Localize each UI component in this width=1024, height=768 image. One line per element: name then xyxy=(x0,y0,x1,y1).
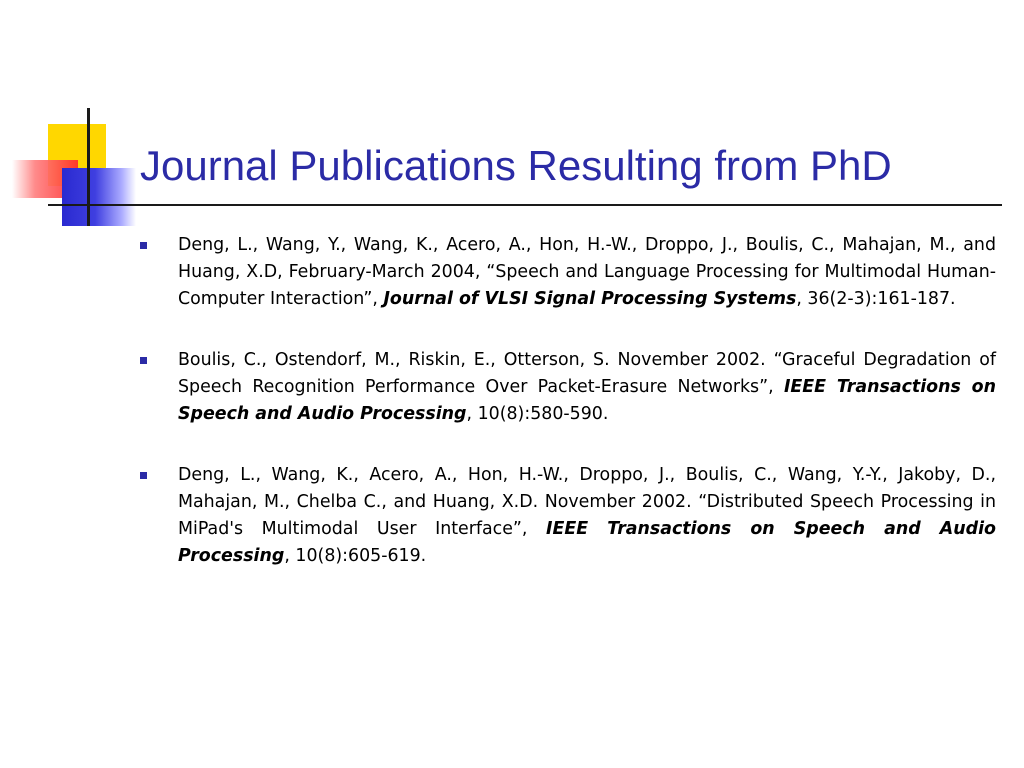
reference-authors-title: Deng, L., Wang, Y., Wang, K., Acero, A., Hon, H.-W., Droppo, J., Boulis, C., Mahajan, M., and Huang, X.D, February-March 2004, “Speech and Language Processing for Multimodal Human-Computer Interaction”, xyxy=(178,235,996,309)
reference-citation: , 10(8):580-590. xyxy=(466,404,609,424)
reference-citation: , 36(2-3):161-187. xyxy=(796,289,956,309)
square-bullet-icon xyxy=(140,357,147,364)
reference-journal: Journal of VLSI Signal Processing Systems xyxy=(383,289,797,309)
reference-journal: IEEE Transactions on Speech and Audio Processing xyxy=(178,519,997,566)
reference-journal: IEEE Transactions on Speech and Audio Processing xyxy=(178,377,996,424)
vertical-divider-line xyxy=(87,108,90,226)
blue-square xyxy=(62,168,136,226)
reference-list xyxy=(138,232,996,604)
reference-authors-title: Deng, L., Wang, K., Acero, A., Hon, H.-W., Droppo, J., Boulis, C., Wang, Y.-Y., Jakoby, D., Mahajan, M., Chelba C., and Huang, X.D. November 2002. “Distributed Speech Processing in MiPad's Multimodal User Interface”, xyxy=(178,465,996,539)
reference-item xyxy=(138,347,996,428)
square-bullet-icon xyxy=(140,242,147,249)
square-bullet-icon xyxy=(140,472,147,479)
reference-item xyxy=(138,462,996,570)
reference-citation: , 10(8):605-619. xyxy=(284,546,427,566)
reference-authors-title: Boulis, C., Ostendorf, M., Riskin, E., Otterson, S. November 2002. “Graceful Degradation of Speech Recognition Performance Over Packet-Erasure Networks”, xyxy=(178,350,996,397)
title-underline xyxy=(48,204,1002,206)
reference-item xyxy=(138,232,996,313)
slide-title: Journal Publications Resulting from PhD xyxy=(140,142,892,189)
